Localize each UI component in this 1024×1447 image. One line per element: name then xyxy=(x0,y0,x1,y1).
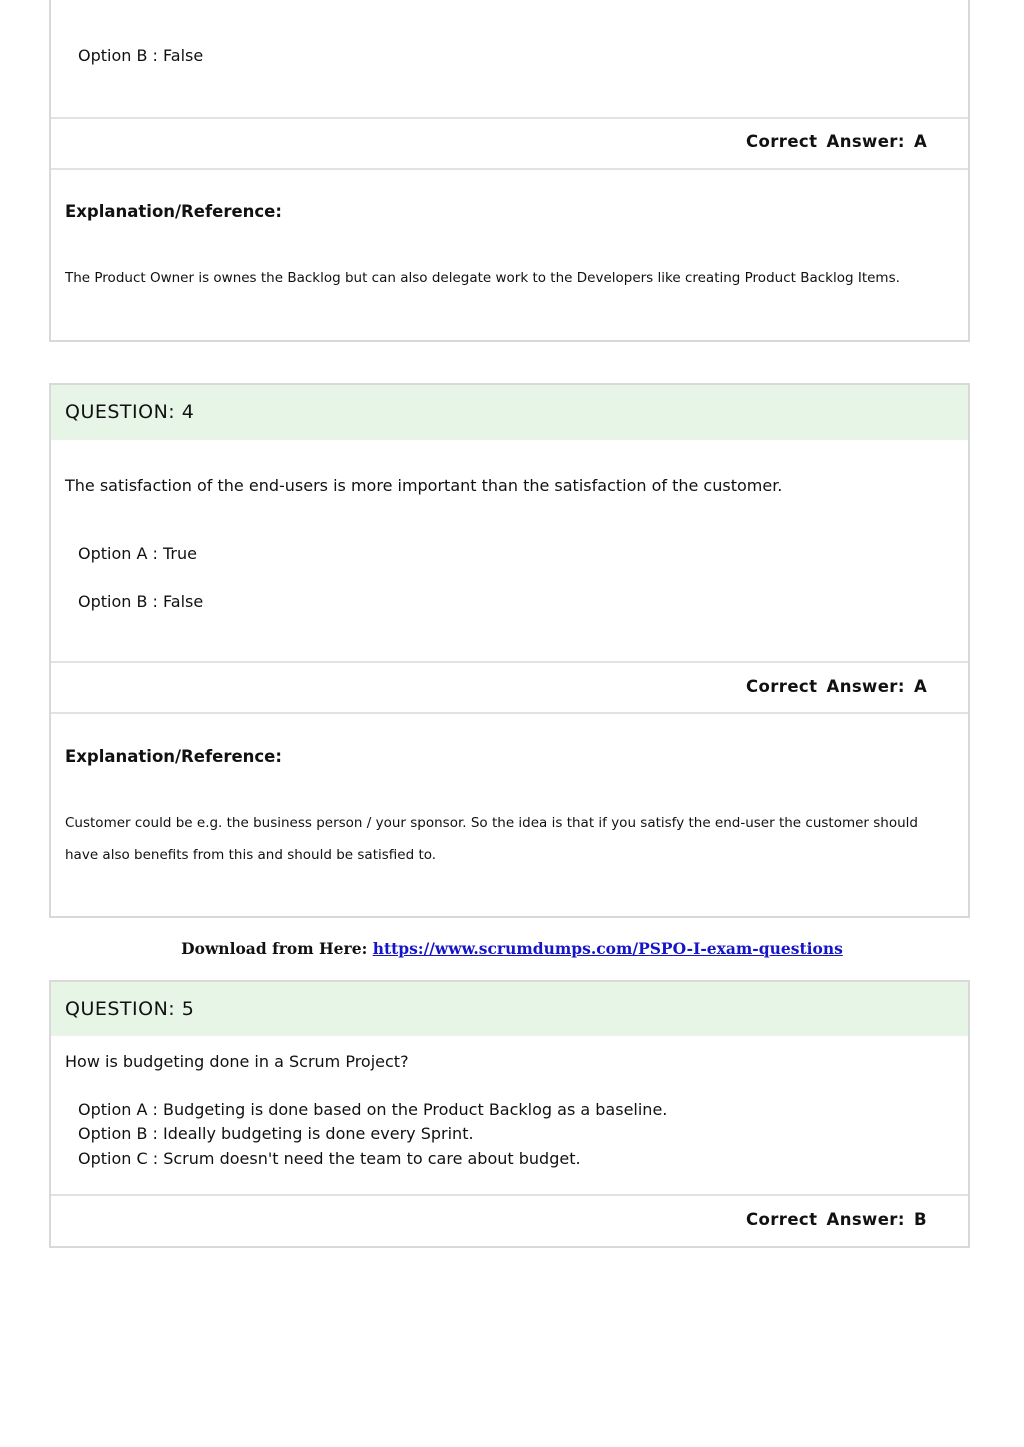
question-text: The satisfaction of the end-users is more important than the satisfaction of the customer. xyxy=(65,476,783,495)
option-b: Option B : False xyxy=(78,46,204,65)
explanation-label: Explanation/Reference: xyxy=(65,747,282,766)
explanation-text-line: Customer could be e.g. the business person / your sponsor. So the idea is that if you satisfy the end-user the customer should xyxy=(65,815,918,831)
option-b: Option B : False xyxy=(78,592,204,611)
question-card-3 xyxy=(49,0,970,342)
explanation-label: Explanation/Reference: xyxy=(65,202,282,221)
divider xyxy=(51,1194,968,1196)
correct-answer: Correct Answer: A xyxy=(746,677,928,696)
correct-answer: Correct Answer: A xyxy=(746,132,928,151)
question-title: QUESTION: 5 xyxy=(65,998,195,1020)
question-header xyxy=(51,982,968,1036)
question-title: QUESTION: 4 xyxy=(65,401,195,423)
question-header xyxy=(51,385,968,440)
divider xyxy=(51,117,968,119)
explanation-text: The Product Owner is ownes the Backlog but can also delegate work to the Developers like creating Product Backlog Items. xyxy=(65,270,900,286)
download-link[interactable]: https://www.scrumdumps.com/PSPO-I-exam-questions xyxy=(372,939,843,958)
option-c: Option C : Scrum doesn't need the team to care about budget. xyxy=(78,1149,581,1168)
explanation-text-line: have also benefits from this and should be satisfied to. xyxy=(65,847,437,863)
correct-answer: Correct Answer: B xyxy=(746,1210,927,1229)
question-card-4 xyxy=(49,383,970,918)
option-a: Option A : Budgeting is done based on the Product Backlog as a baseline. xyxy=(78,1100,668,1119)
option-a: Option A : True xyxy=(78,544,197,563)
question-text: How is budgeting done in a Scrum Project? xyxy=(65,1052,409,1071)
divider xyxy=(51,168,968,170)
download-line xyxy=(0,939,1024,958)
question-card-5 xyxy=(49,980,970,1248)
divider xyxy=(51,661,968,663)
option-b: Option B : Ideally budgeting is done every Sprint. xyxy=(78,1124,474,1143)
download-label: Download from Here: xyxy=(181,939,368,958)
divider xyxy=(51,712,968,714)
